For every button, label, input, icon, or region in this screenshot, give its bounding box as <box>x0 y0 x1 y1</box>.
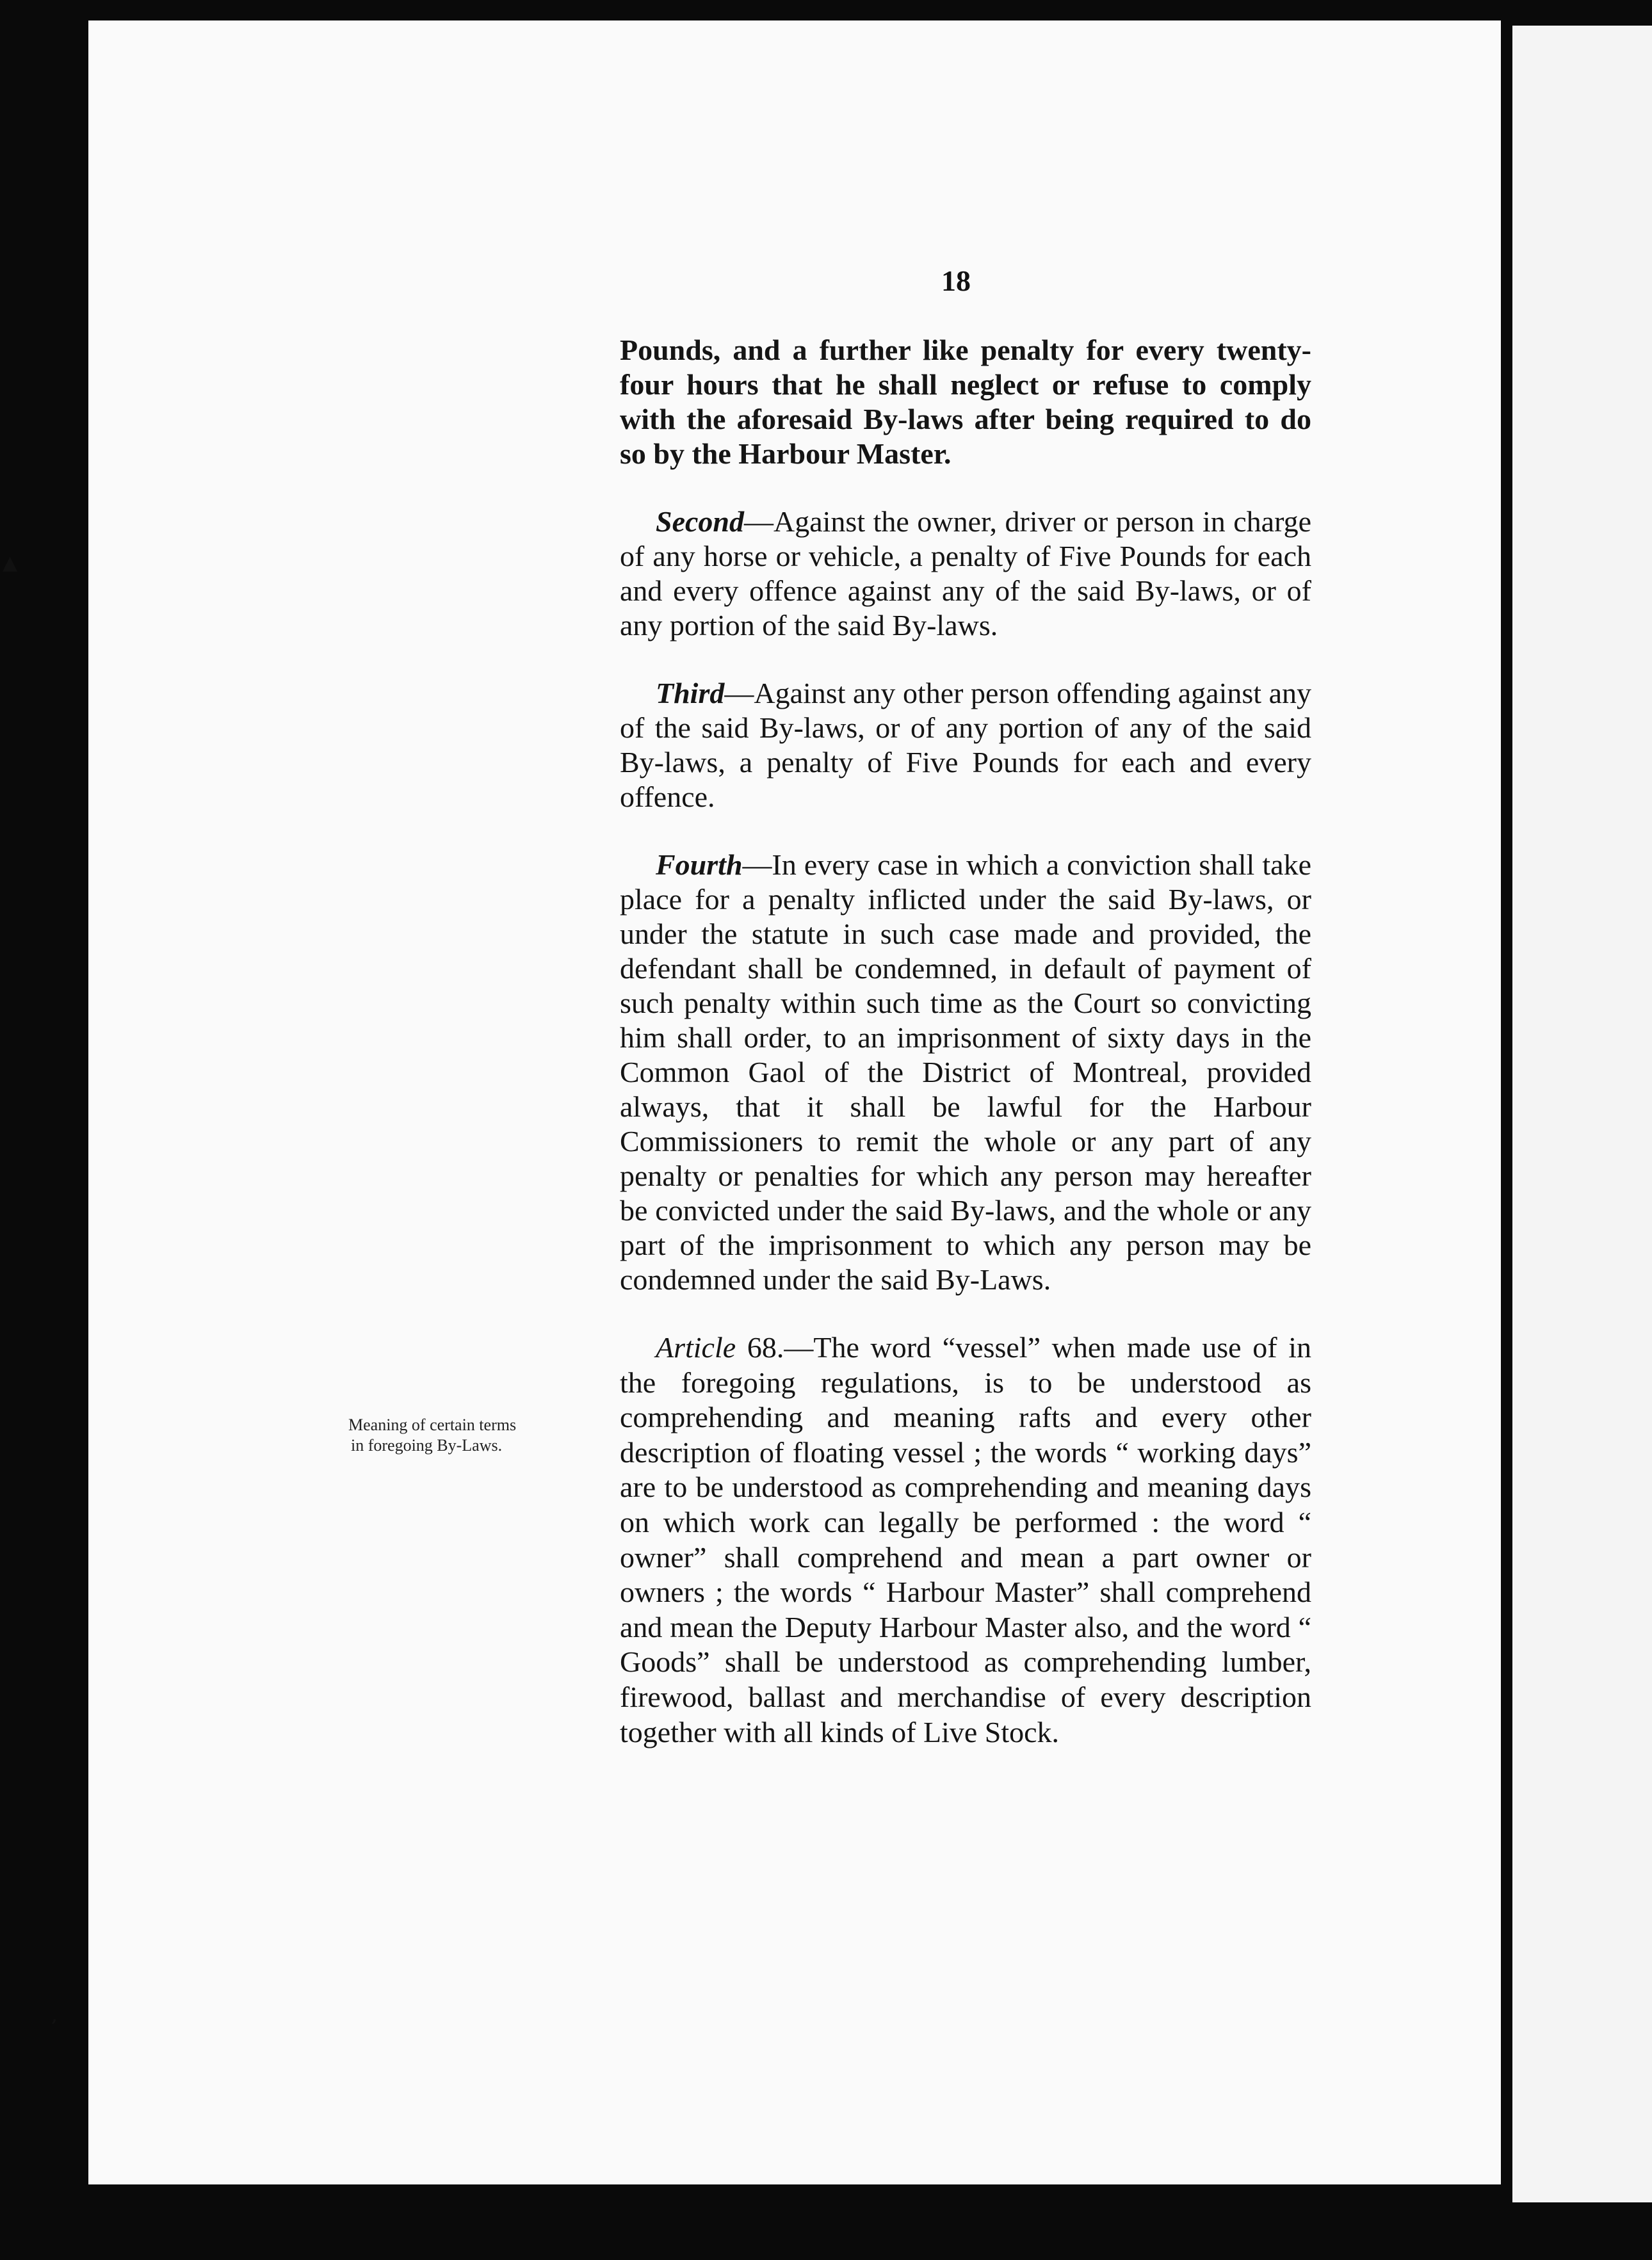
body-text <box>620 333 1311 1783</box>
paragraph-second <box>620 504 1311 643</box>
paragraph-body: —Against any other person offending against any of the said By-laws, or of any portion of any of the said By-laws, a penalty of Five Pounds for each and every offence. <box>620 677 1311 813</box>
paragraph-lead: Fourth <box>656 848 743 881</box>
page-number: 18 <box>941 264 971 297</box>
margin-note-line: Meaning of certain terms <box>348 1416 517 1434</box>
paragraph-fourth <box>620 848 1311 1297</box>
paragraph-body: —Against the owner, driver or person in charge of any horse or vehicle, a penalty of Five Pounds for each and every offence against any of the said By-laws, or of any portion of the said By-laws. <box>620 505 1311 642</box>
margin-note <box>348 1415 604 1456</box>
paragraph-lead: Article <box>656 1331 736 1364</box>
paragraph-body: 68.—The word “vessel” when made use of in the foregoing regulations, is to be understood as comprehending and meaning rafts and every other description of floating vessel ; the words “ working days” are to be understood as comprehending and meaning days on which work can legally be performed : the word “ owner” shall comprehend and mean a part owner or owners ; the words “ Harbour Master” shall comprehend and mean the Deputy Harbour Master also, and the word “ Goods” shall be understood as comprehending lumber, firewood, ballast and merchandise of every description together with all kinds of Live Stock. <box>620 1331 1311 1748</box>
paragraph-lead: Third <box>656 677 725 709</box>
paragraph-lead: Second <box>656 505 744 538</box>
paragraph-article-68 <box>620 1330 1311 1750</box>
scan-artifact-mark: ’ <box>51 2017 58 2036</box>
scan-artifact-mark: ▲ <box>3 552 18 574</box>
adjacent-page-edge <box>1512 26 1652 2202</box>
paragraph-body: —In every case in which a conviction shall take place for a penalty inflicted under the said By-laws, or under the statute in such case made and provided, the defendant shall be condemned, in default of payment of such penalty within such time as the Court so convicting him shall order, to an imprisonment of sixty days in the Common Gaol of the District of Montreal, provided always, that it shall be lawful for the Harbour Commissioners to remit the whole or any part of any penalty or penalties for which any person may hereafter be convicted under the said By-laws, and the whole or any part of the imprisonment to which any person may be condemned under the said By-Laws. <box>620 848 1311 1296</box>
margin-note-line: in foregoing By-Laws. <box>351 1436 503 1455</box>
paragraph-third <box>620 676 1311 814</box>
paragraph-continuation: Pounds, and a further like penalty for every twenty-four hours that he shall neglect or refuse to comply with the aforesaid By-laws after being required to do so by the Harbour Master. <box>620 334 1311 470</box>
